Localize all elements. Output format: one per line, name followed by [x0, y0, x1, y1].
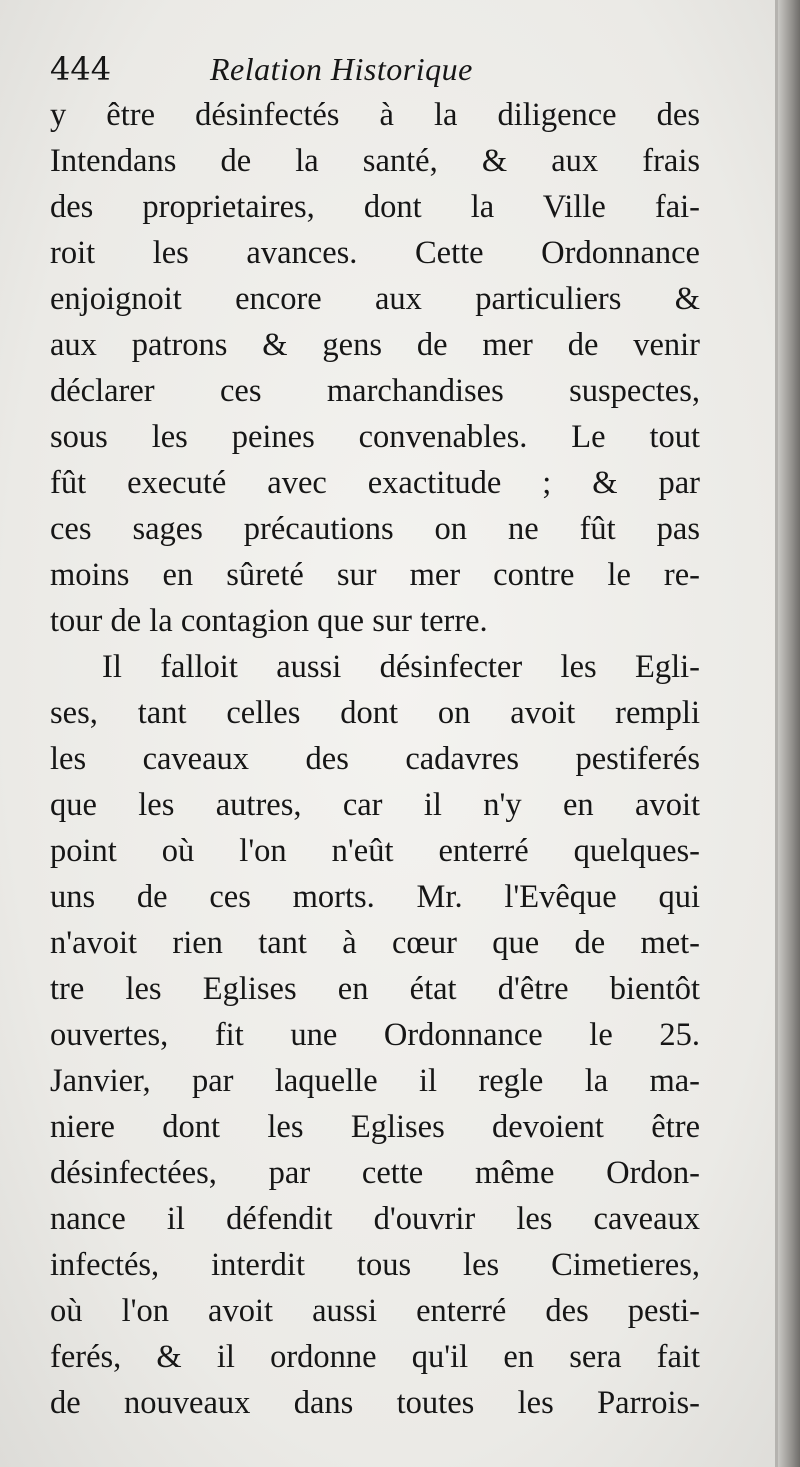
text-line: uns de ces morts. Mr. l'Evêque qui: [50, 879, 700, 915]
text-line: point où l'on n'eût enterré quelques-: [50, 833, 700, 869]
text-line: que les autres, car il n'y en avoit: [50, 787, 700, 823]
body-text: [50, 92, 700, 1426]
text-line: aux patrons & gens de mer de venir: [50, 327, 700, 363]
page-number: 444: [50, 50, 112, 88]
text-line: Intendans de la santé, & aux frais: [50, 143, 700, 179]
text-line: roit les avances. Cette Ordonnance: [50, 235, 700, 271]
text-line: Il falloit aussi désinfecter les Egli-: [102, 649, 700, 685]
text-line: les caveaux des cadavres pestiferés: [50, 741, 700, 777]
text-line: enjoignoit encore aux particuliers &: [50, 281, 700, 317]
text-line: n'avoit rien tant à cœur que de met-: [50, 925, 700, 961]
text-line: niere dont les Eglises devoient être: [50, 1109, 700, 1145]
text-line: ces sages précautions on ne fût pas: [50, 511, 700, 547]
text-line: tre les Eglises en état d'être bientôt: [50, 971, 700, 1007]
text-line: y être désinfectés à la diligence des: [50, 97, 700, 133]
text-line: des proprietaires, dont la Ville fai-: [50, 189, 700, 225]
text-line: déclarer ces marchandises suspectes,: [50, 373, 700, 409]
text-line: sous les peines convenables. Le tout: [50, 419, 700, 455]
text-line: ses, tant celles dont on avoit rempli: [50, 695, 700, 731]
page-header: [50, 44, 750, 94]
text-line: ouvertes, fit une Ordonnance le 25.: [50, 1017, 700, 1053]
text-line: de nouveaux dans toutes les Parrois-: [50, 1385, 700, 1421]
text-line: tour de la contagion que sur terre.: [50, 603, 488, 639]
text-line: infectés, interdit tous les Cimetieres,: [50, 1247, 700, 1283]
running-title: Relation Historique: [210, 51, 473, 87]
text-line: où l'on avoit aussi enterré des pesti-: [50, 1293, 700, 1329]
book-gutter: [778, 0, 800, 1467]
text-line: désinfectées, par cette même Ordon-: [50, 1155, 700, 1191]
text-line: ferés, & il ordonne qu'il en sera fait: [50, 1339, 700, 1375]
text-line: nance il défendit d'ouvrir les caveaux: [50, 1201, 700, 1237]
text-line: moins en sûreté sur mer contre le re-: [50, 557, 700, 593]
text-line: Janvier, par laquelle il regle la ma-: [50, 1063, 700, 1099]
text-line: fût executé avec exactitude ; & par: [50, 465, 700, 501]
